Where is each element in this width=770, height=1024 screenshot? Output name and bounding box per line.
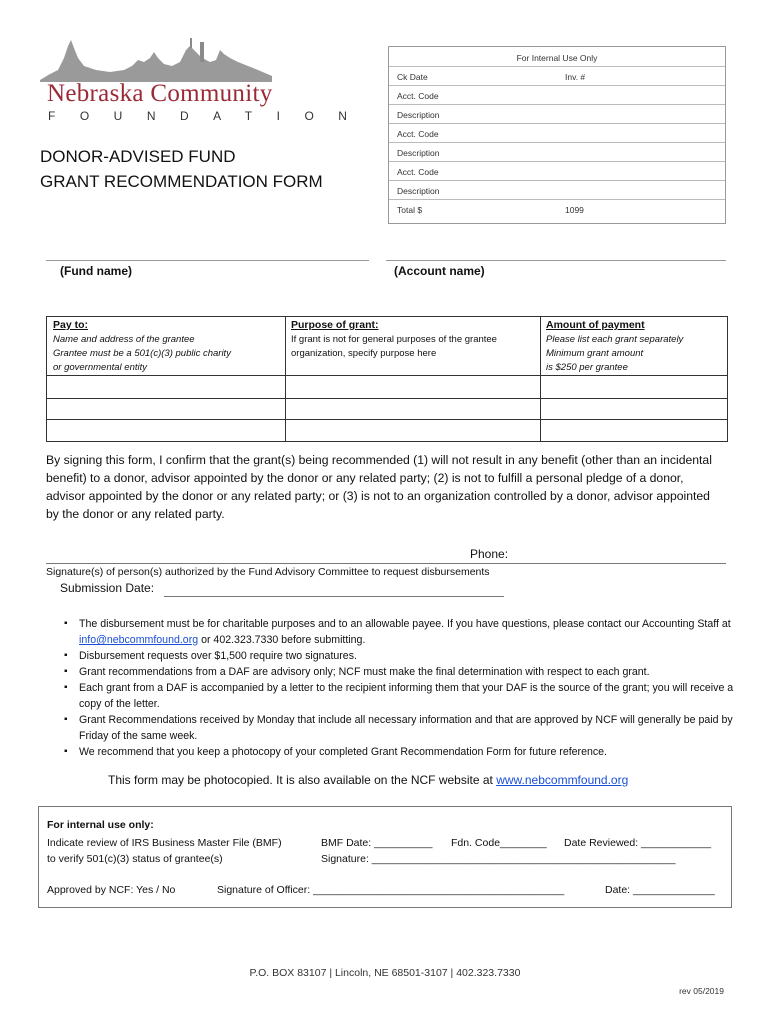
list-item: ▪ Each grant from a DAF is accompanied by a letter to the recipient informing them that your DAF is the source of the grant; you will receive a copy of the letter. (64, 680, 734, 712)
logo-subtitle: FOUNDATION (48, 109, 372, 123)
pay-to-header: Pay to: (53, 319, 89, 331)
email-link[interactable]: info@nebcommfound.org (79, 634, 199, 646)
amount-notes: Please list each grant separately Minimum grant amount is $250 per grantee (546, 334, 684, 373)
ncf-heading: For internal use only: (47, 819, 154, 831)
fund-name-label: (Fund name) (60, 264, 132, 278)
internal-row (389, 123, 725, 143)
table-divider (47, 419, 727, 420)
list-item: ▪ Disbursement requests over $1,500 require two signatures. (64, 648, 734, 664)
bmf-review-line1: Indicate review of IRS Business Master File (BMF) (47, 837, 282, 849)
purpose-header: Purpose of grant: (291, 319, 379, 331)
grant-table (46, 316, 728, 442)
form-title-line1: DONOR-ADVISED FUND (40, 147, 236, 166)
account-name-label: (Account name) (394, 264, 485, 278)
certification-text: By signing this form, I confirm that the grant(s) being recommended (1) will not result in any benefit (other than an incidental benefit) to a donor, advisor appointed by the donor or any related party; (2) is not to fulfill a personal pledge of a donor, advisor appointed by the donor or any related party; or (3) is not to an organization controlled by a donor, advisor appointed by the donor or any related party. (46, 453, 712, 521)
fund-name-line[interactable] (46, 260, 369, 261)
fdn-code-field[interactable]: Fdn. Code________ (451, 837, 547, 849)
amount-header: Amount of payment (546, 319, 645, 331)
table-divider (540, 317, 541, 441)
footer-address: P.O. BOX 83107 | Lincoln, NE 68501-3107 | 402.323.7330 (249, 967, 521, 979)
internal-row-label: Acct. Code (397, 129, 439, 139)
website-link[interactable]: www.nebcommfound.org (496, 773, 629, 787)
table-divider (285, 317, 286, 441)
internal-row (389, 199, 725, 219)
internal-row (389, 66, 725, 86)
account-name-line[interactable] (386, 260, 726, 261)
submission-date-line[interactable] (164, 596, 504, 597)
list-item: ▪ The disbursement must be for charitable purposes and to an allowable payee. If you have questions, please contact our Accounting Staff at info@nebcommfound.org or 402.323.7330 before submitting. (64, 616, 734, 648)
phone-label: Phone: (470, 547, 509, 561)
ncf-signature-field[interactable]: Signature: ____________________________________________________ (321, 853, 676, 865)
submission-date-label: Submission Date: (60, 581, 155, 595)
instructions-list (64, 616, 734, 760)
internal-row-value: Inv. # (565, 72, 586, 82)
internal-row (389, 161, 725, 181)
approved-by-ncf[interactable]: Approved by NCF: Yes / No (47, 884, 176, 896)
internal-use-header: For Internal Use Only (516, 53, 598, 63)
photocopy-note: This form may be photocopied. It is also available on the NCF website at www.nebcommfound.org (108, 773, 629, 787)
list-item: ▪ Grant recommendations from a DAF are advisory only; NCF must make the final determination with respect to each grant. (64, 664, 734, 680)
internal-use-box (388, 46, 726, 224)
list-item: ▪ Grant Recommendations received by Monday that include all necessary information and that are approved by NCF will generally be paid by Friday of the same week. (64, 712, 734, 744)
signature-label: Signature(s) of person(s) authorized by the Fund Advisory Committee to request disbursements (46, 566, 490, 578)
internal-row (389, 142, 725, 162)
internal-row (389, 104, 725, 124)
internal-row-label: Acct. Code (397, 91, 439, 101)
table-divider (47, 375, 727, 376)
internal-row (389, 180, 725, 200)
approval-date-field[interactable]: Date: ______________ (605, 884, 715, 896)
revision-label: rev 05/2019 (679, 986, 724, 996)
internal-row-value: 1099 (565, 205, 584, 215)
bmf-review-line2: to verify 501(c)(3) status of grantee(s) (47, 853, 223, 865)
signature-line[interactable] (46, 563, 726, 564)
list-item: ▪ We recommend that you keep a photocopy of your completed Grant Recommendation Form for future reference. (64, 744, 734, 760)
officer-signature-field[interactable]: Signature of Officer: ___________________________________________ (217, 884, 565, 896)
internal-row (389, 85, 725, 105)
internal-row-label: Description (397, 148, 440, 158)
logo-name: Nebraska Community (47, 80, 273, 107)
internal-row-label: Description (397, 186, 440, 196)
pay-to-notes: Name and address of the grantee Grantee must be a 501(c)(3) public charity or governmental entity (53, 334, 231, 373)
table-divider (47, 398, 727, 399)
internal-row-label: Total $ (397, 205, 423, 215)
logo-skyline (40, 36, 272, 82)
bmf-date-field[interactable]: BMF Date: __________ (321, 837, 433, 849)
internal-row-label: Ck Date (397, 72, 428, 82)
form-title-line2: GRANT RECOMMENDATION FORM (40, 172, 323, 191)
purpose-notes: If grant is not for general purposes of the grantee organization, specify purpose here (291, 334, 497, 359)
ncf-internal-box (38, 806, 732, 908)
date-reviewed-field[interactable]: Date Reviewed: ____________ (564, 837, 712, 849)
internal-row-label: Description (397, 110, 440, 120)
internal-row-label: Acct. Code (397, 167, 439, 177)
